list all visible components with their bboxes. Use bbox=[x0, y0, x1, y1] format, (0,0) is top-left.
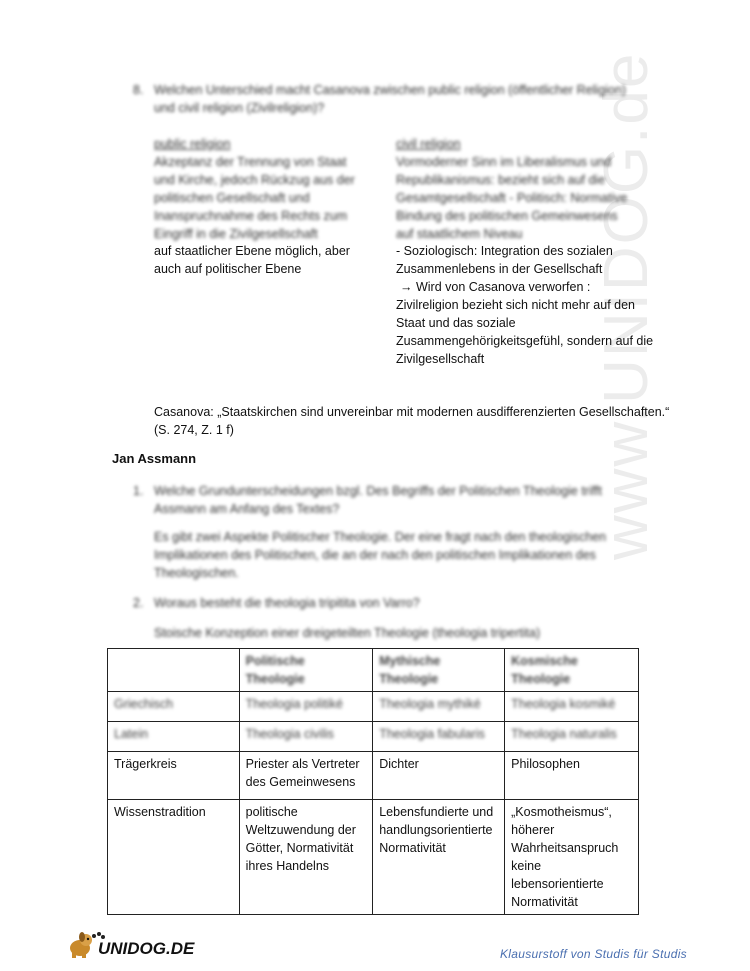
civil-line-3-text: Wird von Casanova verworfen : bbox=[415, 280, 591, 294]
public-line-1: auf staatlicher Ebene möglich, aber bbox=[154, 244, 350, 258]
table-cell: „Kosmotheismus“, höherer Wahrheitsanspruch keine lebensorientierte Normativität bbox=[505, 800, 639, 915]
table-cell: Theologia mythiké bbox=[373, 692, 505, 722]
dog-icon bbox=[66, 928, 196, 960]
public-line-2: auch auf politischer Ebene bbox=[154, 262, 302, 276]
table-cell: Wissenstradition bbox=[108, 800, 240, 915]
civil-line-3 bbox=[400, 278, 590, 296]
table-header-cell: Mythische Theologie bbox=[373, 649, 505, 692]
civil-religion-title: civil religion bbox=[396, 137, 461, 151]
table-cell: Theologia politiké bbox=[239, 692, 373, 722]
table-cell: politische Weltzuwendung der Götter, Normativität ihres Handelns bbox=[239, 800, 373, 915]
table-cell: Theologia naturalis bbox=[505, 722, 639, 752]
unidog-logo bbox=[66, 928, 196, 960]
q8-number: 8. bbox=[133, 83, 144, 97]
arrow-icon: → bbox=[400, 280, 413, 294]
civil-line-4: Zivilreligion bezieht sich nicht mehr auf den bbox=[396, 298, 636, 312]
theology-table bbox=[107, 648, 639, 915]
public-religion-blurred: Akzeptanz der Trennung von Staat und Kirche, jedoch Rückzug aus der politischen Gesellschaft und Inanspruchnahme des Rechts zum Eingriff in die Zivilgesellschaft bbox=[154, 155, 355, 241]
table-cell: Theologia civilis bbox=[239, 722, 373, 752]
table-cell: Priester als Vertreter des Gemeinwesens bbox=[239, 752, 373, 800]
casanova-quote: Casanova: „Staatskirchen sind unvereinbar mit modernen ausdifferenzierten Gesellschaften.“ bbox=[154, 405, 670, 419]
civil-line-5: Staat und das soziale bbox=[396, 316, 516, 330]
table-cell: Philosophen bbox=[505, 752, 639, 800]
civil-line-7: Zivilgesellschaft bbox=[396, 352, 485, 366]
table-cell: Dichter bbox=[373, 752, 505, 800]
q2-number: 2. bbox=[133, 596, 144, 610]
civil-line-6: Zusammengehörigkeitsgefühl, sondern auf die bbox=[396, 334, 654, 348]
q8-question: Welchen Unterschied macht Casanova zwischen public religion (öffentlicher Religion) und civil religion (Zivilreligion)? bbox=[154, 83, 626, 115]
civil-line-2: Zusammenlebens in der Gesellschaft bbox=[396, 262, 603, 276]
assmann-heading: Jan Assmann bbox=[112, 451, 197, 466]
table-row bbox=[108, 752, 639, 800]
table-row bbox=[108, 800, 639, 915]
table-header-row bbox=[108, 649, 639, 692]
table-row bbox=[108, 692, 639, 722]
civil-line-1: - Soziologisch: Integration des sozialen bbox=[396, 244, 613, 258]
table-row bbox=[108, 722, 639, 752]
civil-religion-blurred: Vormoderner Sinn im Liberalismus und Republikanismus: bezieht sich auf die Gesamtgesellschaft - Politisch: Normative Bindung des politischen Gemeinwesens auf staatlichem Niveau bbox=[396, 155, 628, 241]
q1-answer: Es gibt zwei Aspekte Politischer Theologie. Der eine fragt nach den theologischen Implikationen des Politischen, die an der nach den politischen Implikationen des Theologischen. bbox=[154, 530, 607, 580]
q1-question: Welche Grundunterscheidungen bzgl. Des Begriffs der Politischen Theologie trifft Assmann am Anfang des Textes? bbox=[154, 484, 602, 516]
footer-tagline: Klausurstoff von Studis für Studis bbox=[500, 947, 687, 961]
table-cell: Theologia fabularis bbox=[373, 722, 505, 752]
q1-number: 1. bbox=[133, 484, 144, 498]
table-cell: Theologia kosmiké bbox=[505, 692, 639, 722]
casanova-citation: (S. 274, Z. 1 f) bbox=[154, 423, 234, 437]
table-header-cell bbox=[108, 649, 240, 692]
table-cell: Latein bbox=[108, 722, 240, 752]
public-religion-title: public religion bbox=[154, 137, 231, 151]
table-cell: Griechisch bbox=[108, 692, 240, 722]
q2-answer: Stoische Konzeption einer dreigeteilten Theologie (theologia tripertita) bbox=[154, 626, 541, 640]
table-header-cell: Kosmische Theologie bbox=[505, 649, 639, 692]
table-header-cell: Politische Theologie bbox=[239, 649, 373, 692]
q2-question: Woraus besteht die theologia tripitita von Varro? bbox=[154, 596, 420, 610]
logo-text: UNIDOG.DE bbox=[98, 939, 195, 958]
table-cell: Trägerkreis bbox=[108, 752, 240, 800]
table-cell: Lebensfundierte und handlungsorientierte Normativität bbox=[373, 800, 505, 915]
